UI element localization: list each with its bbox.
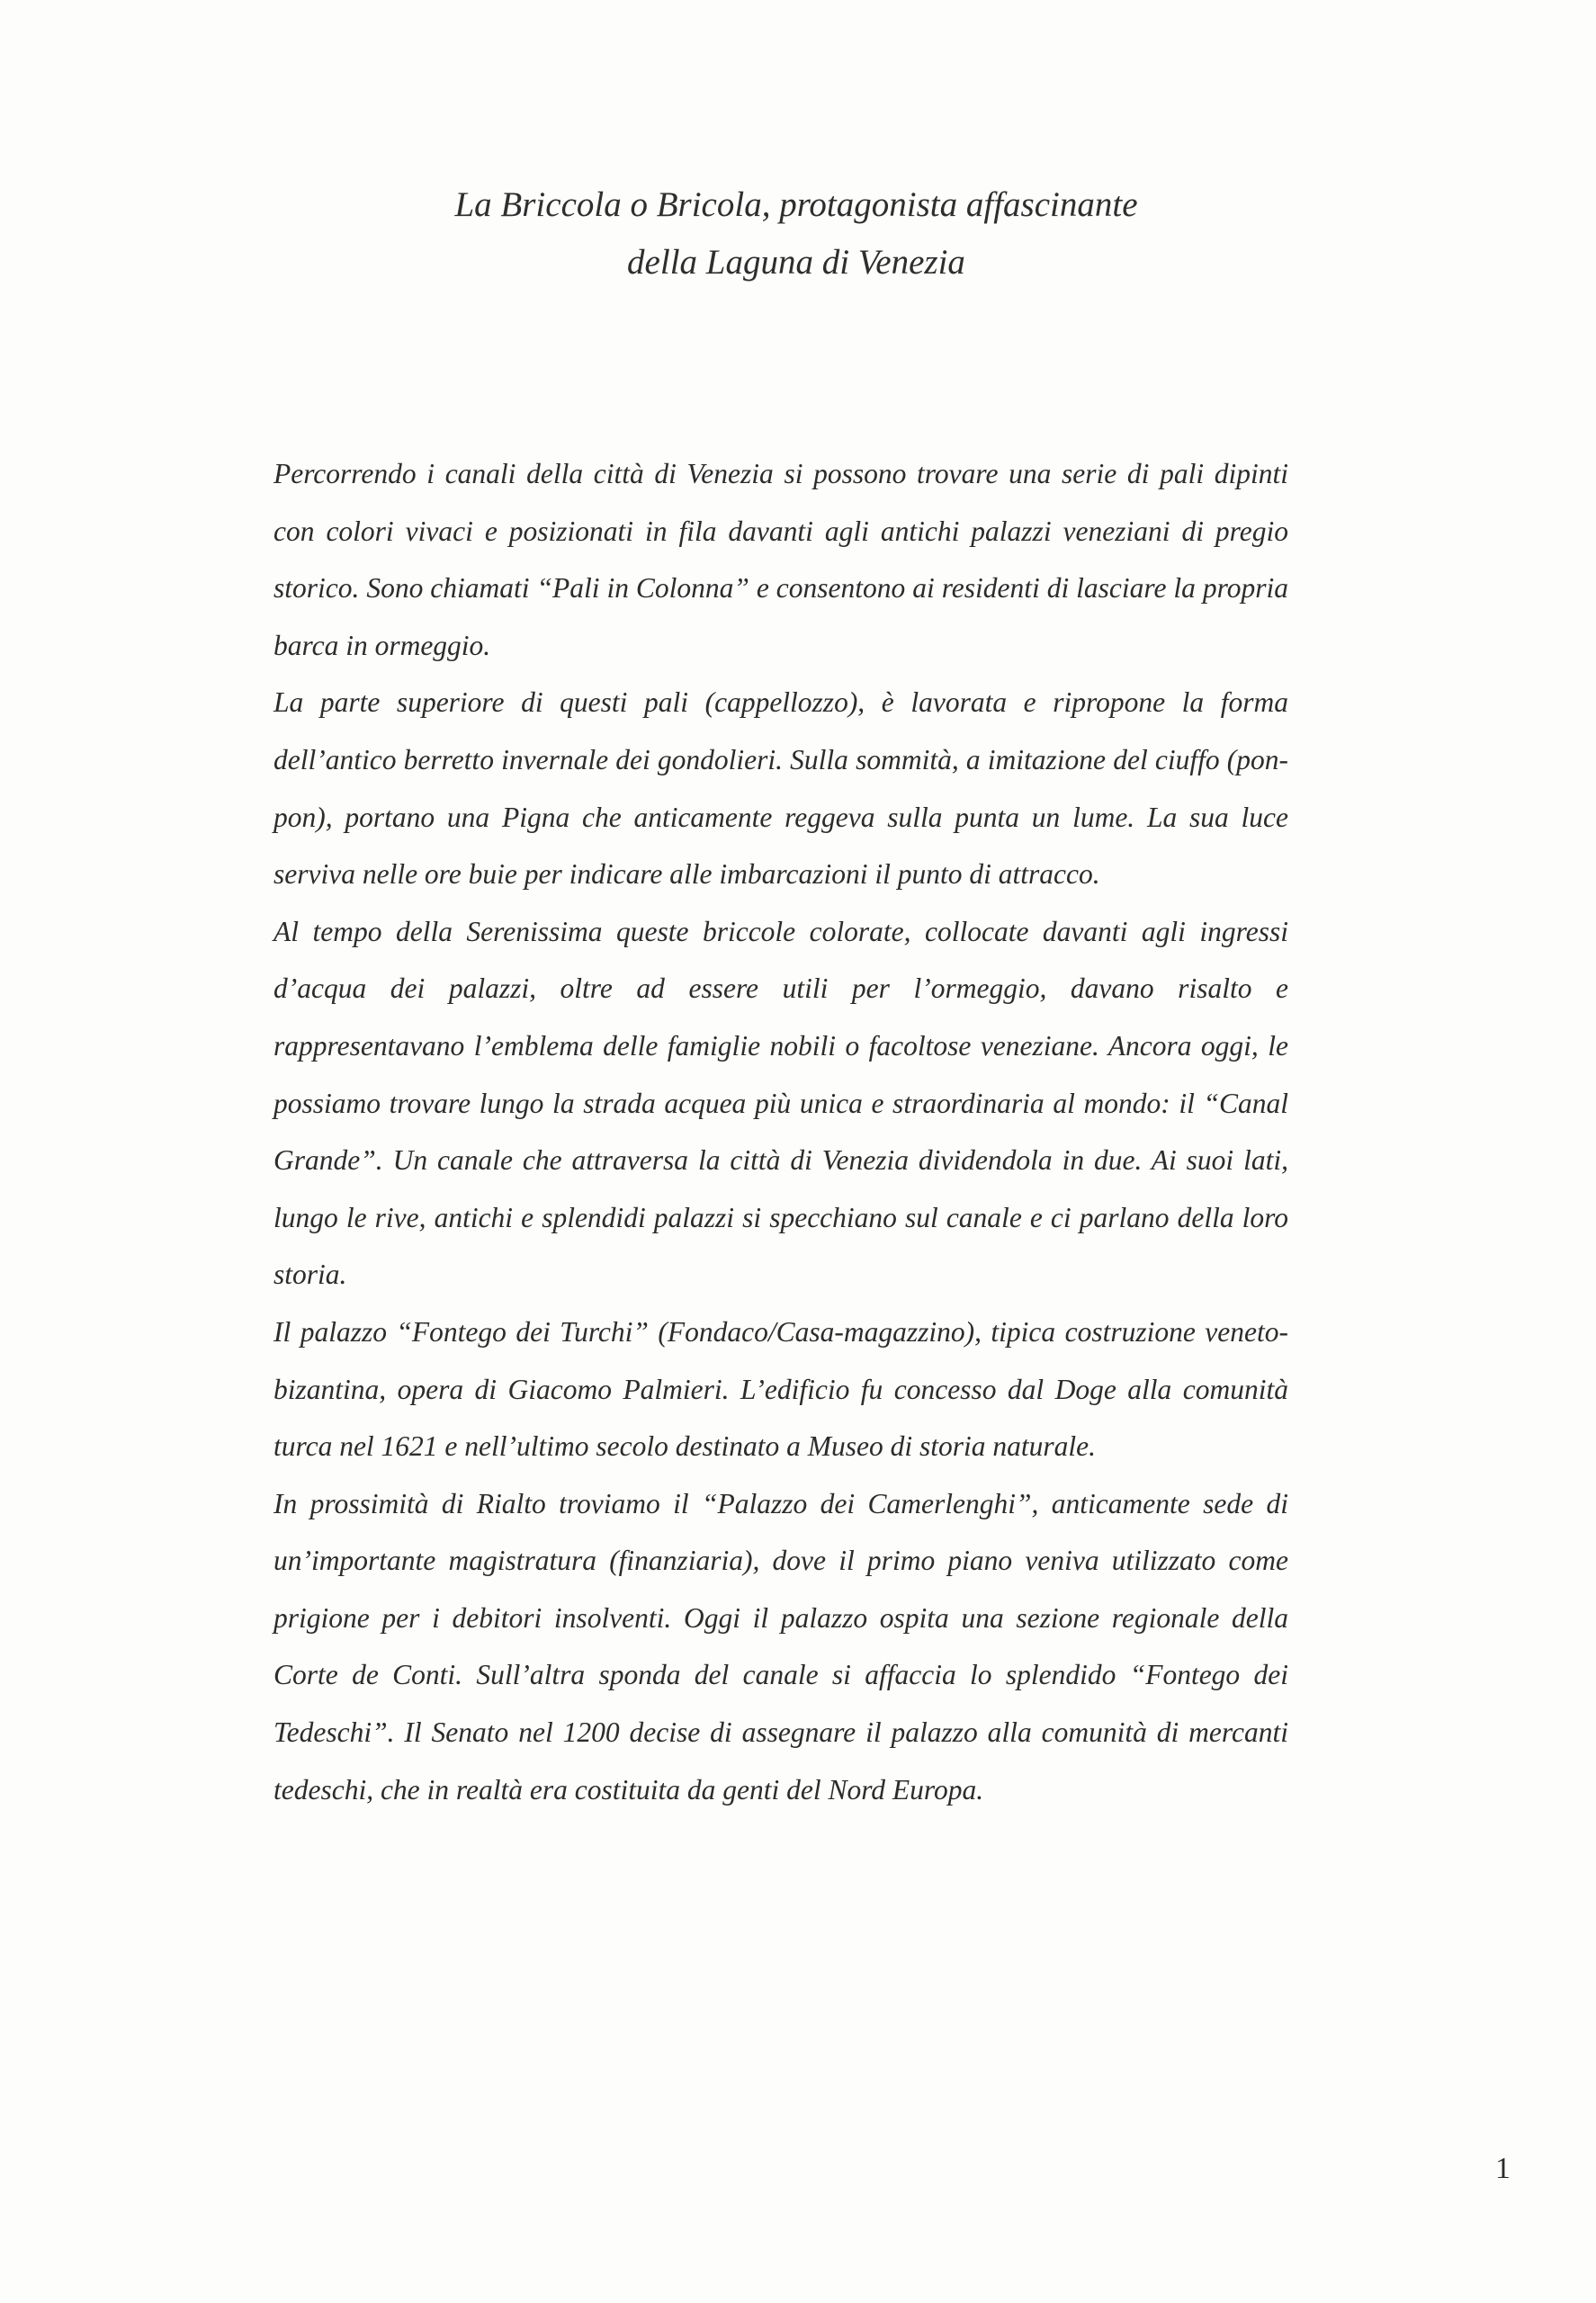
paragraph-5: In prossimità di Rialto troviamo il “Palazzo dei Camerlenghi”, anticamente sede di un’importante magistratura (finanziaria), dove il primo piano veniva utilizzato come prigione per i debitori insolventi. Oggi il palazzo ospita una sezione regionale della Corte de Conti. Sull’altra sponda del canale si affaccia lo splendido “Fontego dei Tedeschi”. Il Senato nel 1200 decise di assegnare il palazzo alla comunità di mercanti tedeschi, che in realtà era costituita da genti del Nord Europa.	[273, 1487, 1288, 1806]
document-body	[273, 445, 1288, 1818]
paragraph-2: La parte superiore di questi pali (cappellozzo), è lavorata e ripropone la forma dell’antico berretto invernale dei gondolieri. Sulla sommità, a imitazione del ciuffo (pon-pon), portano una Pigna che anticamente reggeva sulla punta un lume. La sua luce serviva nelle ore buie per indicare alle imbarcazioni il punto di attracco.	[273, 686, 1288, 891]
paragraph-4: Il palazzo “Fontego dei Turchi” (Fondaco/Casa-magazzino), tipica costruzione veneto-bizantina, opera di Giacomo Palmieri. L’edificio fu concesso dal Doge alla comunità turca nel 1621 e nell’ultimo secolo destinato a Museo di storia naturale.	[273, 1315, 1288, 1463]
page-number: 1	[1495, 2152, 1511, 2185]
title-line-1: La Briccola o Bricola, protagonista affascinante	[454, 185, 1138, 224]
paragraph-1: Percorrendo i canali della città di Venezia si possono trovare una serie di pali dipinti con colori vivaci e posizionati in fila davanti agli antichi palazzi veneziani di pregio storico. Sono chiamati “Pali in Colonna” e consentono ai residenti di lasciare la propria barca in ormeggio.	[273, 458, 1288, 661]
title-line-2: della Laguna di Venezia	[627, 243, 965, 282]
paragraph-3: Al tempo della Serenissima queste briccole colorate, collocate davanti agli ingressi d’acqua dei palazzi, oltre ad essere utili per l’ormeggio, davano risalto e rappresentavano l’emblema delle famiglie nobili o facoltose veneziane. Ancora oggi, le possiamo trovare lungo la strada acquea più unica e straordinaria al mondo: il “Canal Grande”. Un canale che attraversa la città di Venezia dividendola in due. Ai suoi lati, lungo le rive, antichi e splendidi palazzi si specchiano sul canale e ci parlano della loro storia.	[273, 915, 1288, 1291]
document-title	[234, 176, 1358, 291]
